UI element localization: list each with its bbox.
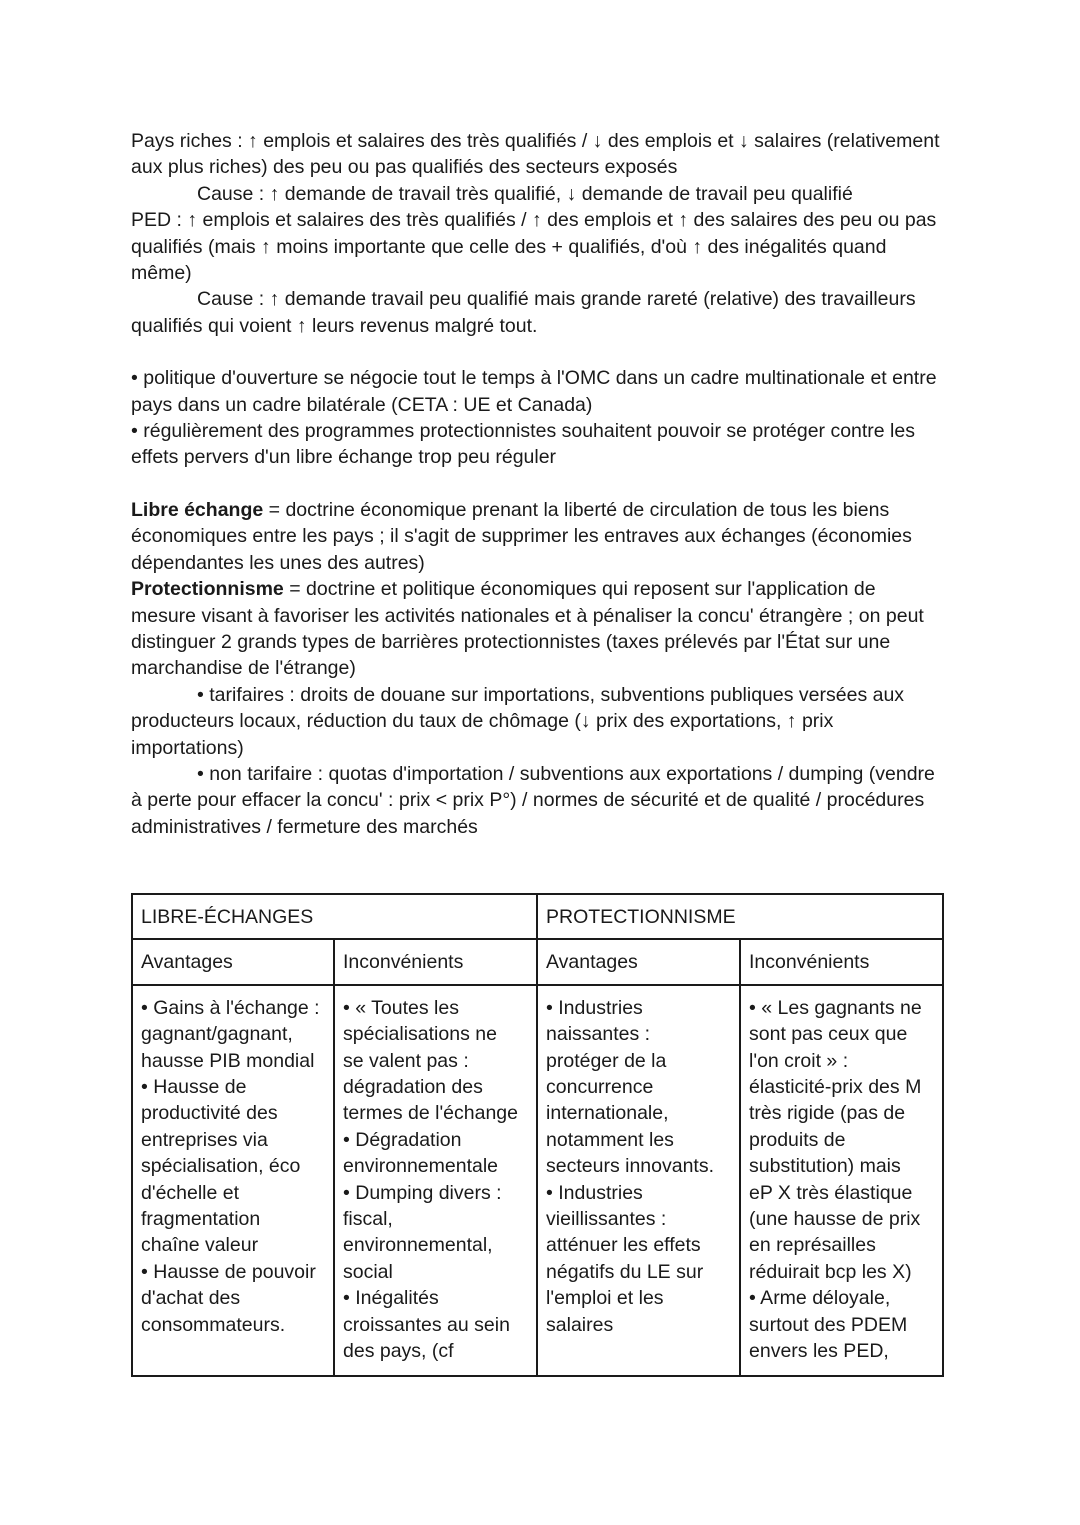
cell-line: atténuer les effets [546, 1234, 701, 1257]
cell-line: notamment les [546, 1128, 674, 1151]
cell-line: salaires [546, 1313, 614, 1336]
cell-line: • Dégradation [343, 1128, 462, 1151]
cell-line: réduirait bcp les X) [749, 1260, 912, 1283]
bullet-omc: • politique d'ouverture se négocie tout le temps à l'OMC dans un cadre multinationale et entre pays dans un cadre bilatérale (CETA : UE et Canada) [131, 367, 937, 416]
subheader-libre-avantages: Avantages [132, 939, 334, 984]
paragraph-cause-2: Cause : ↑ demande travail peu qualifié mais grande rareté (relative) des travailleurs qualifiés qui voient ↑ leurs revenus malgré tout. [131, 288, 916, 337]
cell-line: spécialisation, éco [141, 1155, 301, 1178]
notes-body [131, 128, 943, 840]
cell-line: spécialisations ne [343, 1023, 497, 1046]
definition-libre-echange [131, 497, 943, 576]
cell-line: concurrence [546, 1076, 654, 1099]
cell-protec-avantages [537, 985, 740, 1376]
cell-line: protéger de la [546, 1049, 667, 1072]
cell-line: secteurs innovants. [546, 1155, 715, 1178]
cell-line: croissantes au sein [343, 1313, 510, 1336]
cell-line: l'on croit » : [749, 1049, 849, 1072]
cell-line: environnementale [343, 1155, 499, 1178]
cell-line: élasticité-prix des M [749, 1076, 922, 1099]
cell-line: négatifs du LE sur [546, 1260, 704, 1283]
paragraph-ped: PED : ↑ emplois et salaires des très qualifiés / ↑ des emplois et ↑ des salaires des peu ou pas qualifiés (mais ↑ moins importante que celle des + qualifiés, d'où ↑ des inégalités quand même) [131, 209, 937, 285]
cell-line: environnemental, [343, 1234, 493, 1257]
cell-line: des pays, (cf [343, 1340, 454, 1363]
cell-line: fragmentation [141, 1208, 261, 1231]
subheader-protec-inconvenients: Inconvénients [740, 939, 943, 984]
cell-line: • Arme déloyale, [749, 1287, 891, 1310]
cell-line: (une hausse de prix [749, 1208, 921, 1231]
bullet-tarifaires: • tarifaires : droits de douane sur importations, subventions publiques versées aux producteurs locaux, réduction du taux de chômage (↓ prix des exportations, ↑ prix importations) [131, 683, 905, 759]
cell-line: hausse PIB mondial [141, 1049, 315, 1072]
cell-line: gagnant/gagnant, [141, 1023, 293, 1046]
cell-line: • Dumping divers : [343, 1181, 502, 1204]
cell-line: produits de [749, 1128, 846, 1151]
cell-line: très rigide (pas de [749, 1102, 906, 1125]
paragraph-cause-1: Cause : ↑ demande de travail très qualifié, ↓ demande de travail peu qualifié [197, 182, 853, 205]
cell-line: chaîne valeur [141, 1234, 259, 1257]
cell-line: • Gains à l'échange : [141, 996, 320, 1019]
bullet-protectionnistes: • régulièrement des programmes protectionnistes souhaitent pouvoir se protéger contre les effets pervers d'un libre échange trop peu réguler [131, 420, 915, 469]
cell-line: sont pas ceux que [749, 1023, 908, 1046]
paragraph-pays-riches: Pays riches : ↑ emplois et salaires des très qualifiés / ↓ des emplois et ↓ salaires (relativement aux plus riches) des peu ou pas qualifiés des secteurs exposés [131, 130, 940, 179]
cell-line: en représailles [749, 1234, 876, 1257]
cell-line: internationale, [546, 1102, 669, 1125]
subheader-protec-avantages: Avantages [537, 939, 740, 984]
cell-line: eP X très élastique [749, 1181, 913, 1204]
cell-line: • « Toutes les [343, 996, 459, 1019]
cell-line: • Hausse de [141, 1076, 247, 1099]
bullet-non-tarifaires: • non tarifaire : quotas d'importation / subventions aux exportations / dumping (vendre à perte pour effacer la concu' : prix < prix P°) / normes de sécurité et de qualité / procédures administratives / fermeture des marchés [131, 762, 935, 838]
cell-line: • Industries [546, 1181, 643, 1204]
cell-line: naissantes : [546, 1023, 651, 1046]
cell-line: substitution) mais [749, 1155, 901, 1178]
cell-line: consommateurs. [141, 1313, 286, 1336]
term-libre-echange: Libre échange [131, 498, 264, 521]
cell-line: dégradation des [343, 1076, 483, 1099]
cell-line: entreprises via [141, 1128, 268, 1151]
cell-line: termes de l'échange [343, 1102, 518, 1125]
term-protectionnisme: Protectionnisme [131, 578, 284, 601]
definition-protectionnisme [131, 576, 943, 682]
cell-line: surtout des PDEM [749, 1313, 908, 1336]
comparison-table [131, 893, 944, 1377]
cell-line: • Industries [546, 996, 643, 1019]
cell-line: • Inégalités [343, 1287, 439, 1310]
subheader-libre-inconvenients: Inconvénients [334, 939, 537, 984]
header-protectionnisme: PROTECTIONNISME [537, 894, 943, 939]
cell-line: envers les PED, [749, 1340, 889, 1363]
cell-line: productivité des [141, 1102, 278, 1125]
cell-protec-inconvenients [740, 985, 943, 1376]
cell-libre-avantages [132, 985, 334, 1376]
cell-line: • Hausse de pouvoir [141, 1260, 316, 1283]
cell-line: se valent pas : [343, 1049, 469, 1072]
header-libre-echanges: LIBRE-ÉCHANGES [132, 894, 537, 939]
cell-libre-inconvenients [334, 985, 537, 1376]
def-protectionnisme: = doctrine et politique économiques qui reposent sur l'application de mesure visant à favoriser les activités nationales et à pénaliser la concu' étrangère ; on peut distinguer 2 grands types de barrières protectionnistes (taxes prélevés par l'État sur une marchandise de l'étrange) [131, 578, 924, 680]
cell-line: social [343, 1260, 393, 1283]
cell-line: l'emploi et les [546, 1287, 664, 1310]
cell-line: fiscal, [343, 1208, 393, 1231]
cell-line: d'échelle et [141, 1181, 240, 1204]
cell-line: d'achat des [141, 1287, 241, 1310]
cell-line: • « Les gagnants ne [749, 996, 922, 1019]
def-libre-echange: = doctrine économique prenant la liberté de circulation de tous les biens économiques entre les pays ; il s'agit de supprimer les entraves aux échanges (économies dépendantes les unes des autres) [131, 498, 912, 574]
cell-line: vieillissantes : [546, 1208, 667, 1231]
